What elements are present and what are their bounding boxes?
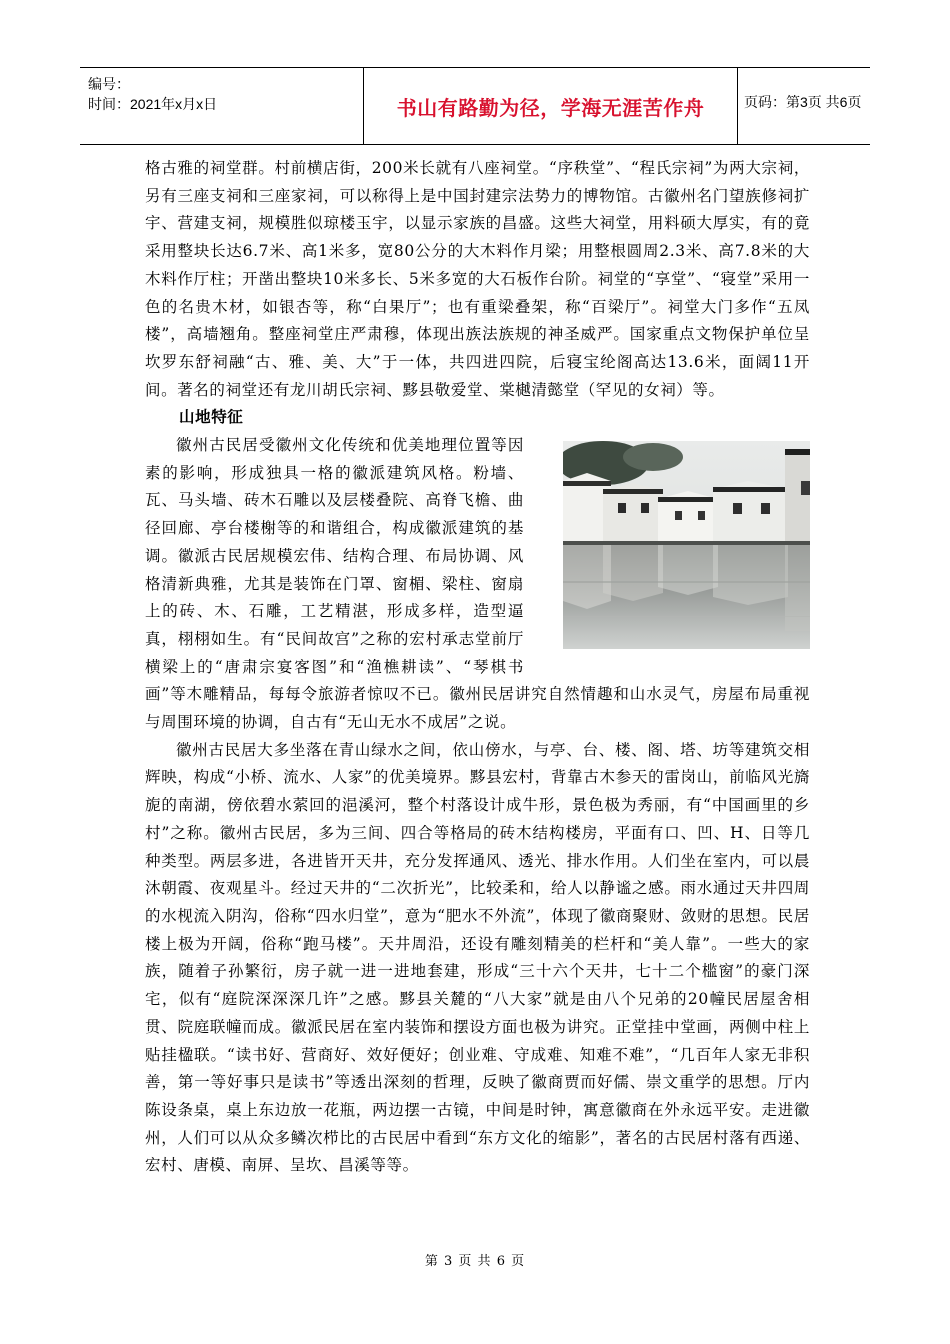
page-number-label: 页码：第3页 共6页 bbox=[744, 94, 862, 110]
paragraph-huizhou-style-text: 徽州古民居受徽州文化传统和优美地理位置等因素的影响，形成独具一格的徽派建筑风格。粉墙、瓦、马头墙、砖木石雕以及层楼叠院、高脊飞檐、曲径回廊、亭台楼榭等的和谐组合，构成徽派建筑的基调。徽派古民居规模宏伟、结构合理、布局协调、风格清新典雅，尤其是装饰在门罩、窗楣、梁柱、窗扇上的砖、木、石雕，工艺精湛，形成多样，造型逼真，栩栩如生。有“民间故宫”之称的宏村承志堂前厅横梁上的“唐肃宗宴客图”和“渔樵耕读”、“琴棋书画”等木雕精品，每每令旅游者惊叹不已。徽州民居讲究自然情趣和山水灵气，房屋布局重视与周围环境的协调，自古有“无山无水不成居”之说。 bbox=[145, 436, 810, 732]
paragraph-village-layout: 徽州古民居大多坐落在青山绿水之间，依山傍水，与亭、台、楼、阁、塔、坊等建筑交相辉映，构成“小桥、流水、人家”的优美境界。黟县宏村，背靠古木参天的雷岗山，前临风光旖旎的南湖，傍依碧水萦回的浥溪河，整个村落设计成牛形，景色极为秀丽，有“中国画里的乡村”之称。徽州古民居，多为三间、四合等格局的砖木结构楼房，平面有口、凹、H、日等几种类型。两层多进，各进皆开天井，充分发挥通风、透光、排水作用。人们坐在室内，可以晨沐朝霞、夜观星斗。经过天井的“二次折光”，比较柔和，给人以静谧之感。雨水通过天井四周的水枧流入阴沟，俗称“四水归堂”，意为“肥水不外流”，体现了徽商聚财、敛财的思想。民居楼上极为开阔，俗称“跑马楼”。天井周沿，还设有雕刻精美的栏杆和“美人靠”。一些大的家族，随着子孙繁衍，房子就一进一进地套建，形成“三十六个天井，七十二个槛窗”的豪门深宅，似有“庭院深深深几许”之感。黟县关麓的“八大家”就是由八个兄弟的20幢民居屋舍相贯、院庭联幢而成。徽派民居在室内装饰和摆设方面也极为讲究。正堂挂中堂画，两侧中柱上贴挂楹联。“读书好、营商好、效好便好；创业难、守成难、知难不难”，“几百年人家无非积善，第一等好事只是读书”等透出深刻的哲理，反映了徽商贾而好儒、崇文重学的思想。厅内陈设条桌，桌上东边放一花瓶，两边摆一古镜，中间是时钟，寓意徽商在外永远平安。走进徽州，人们可以从众多鳞次栉比的古民居中看到“东方文化的缩影”，著名的古民居村落有西递、宏村、唐模、南屏、呈坎、昌溪等等。 bbox=[145, 740, 810, 1175]
village-reflection-photo bbox=[532, 441, 810, 649]
document-body bbox=[145, 155, 810, 1180]
header-motto-cell bbox=[363, 68, 738, 144]
motto: 书山有路勤为径，学海无涯苦作舟 bbox=[396, 96, 705, 120]
section-title: 山地特征 bbox=[179, 408, 244, 427]
paragraph-ancestral-halls: 格古雅的祠堂群。村前横店街，200米长就有八座祠堂。“序秩堂”、“程氏宗祠”为两大宗祠，另有三座支祠和三座家祠，可以称得上是中国封建宗法势力的博物馆。古徽州名门望族修祠扩宇、营建支祠，规模胜似琼楼玉宇，以显示家族的昌盛。这些大祠堂，用料硕大厚实，有的竟采用整块长达6.7米、高1米多，宽80公分的大木料作月梁；用整根圆周2.3米、高7.8米的大木料作厅柱；开凿出整块10米多长、5米多宽的大石板作台阶。祠堂的“享堂”、“寝堂”采用一色的名贵木材，如银杏等，称“白果厅”；也有重梁叠架，称“百梁厅”。祠堂大门多作“五凤楼”，高墙翘角。整座祠堂庄严肃穆，体现出族法族规的神圣威严。国家重点文物保护单位呈坎罗东舒祠融“古、雅、美、大”于一体，共四进四院，后寝宝纶阁高达13.6米，面阔11开间。著名的祠堂还有龙川胡氏宗祠、黟县敬爱堂、棠樾清懿堂（罕见的女祠）等。 bbox=[145, 159, 810, 399]
page-footer: 第 3 页 共 6 页 bbox=[424, 1254, 526, 1269]
number-label: 编号： bbox=[88, 76, 130, 92]
page-header bbox=[80, 67, 870, 145]
date-label: 时间：2021年x月x日 bbox=[88, 96, 218, 112]
paragraph-huizhou-style bbox=[145, 432, 810, 737]
header-meta bbox=[80, 68, 280, 144]
